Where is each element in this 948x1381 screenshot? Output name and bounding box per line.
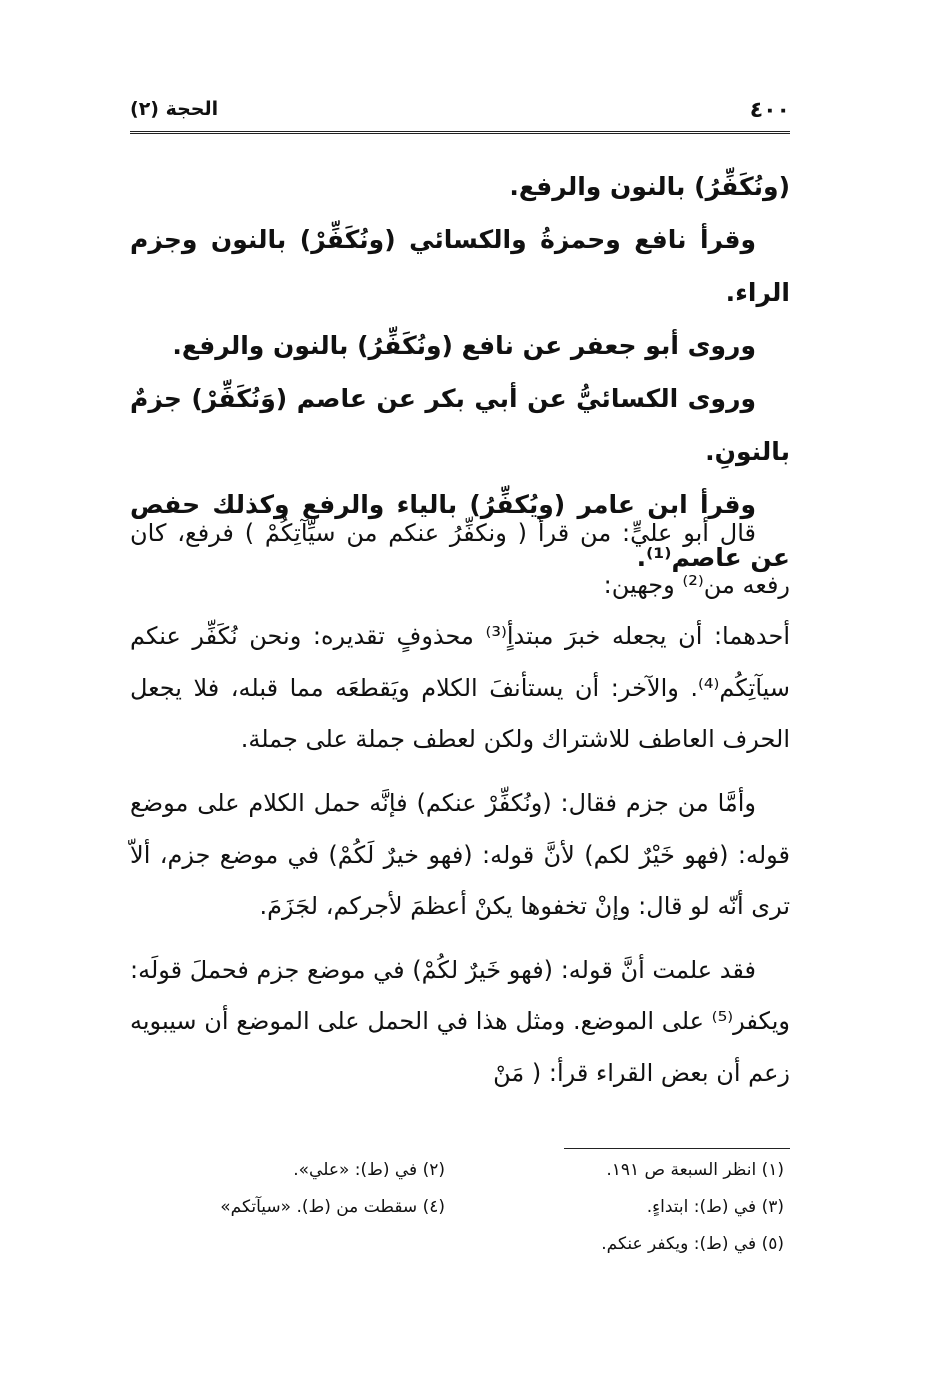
footnote: (٤) سقطت من (ط). «سيآتكم» [220, 1197, 445, 1217]
paragraph: أحدهما: أن يجعله خبرَ مبتدأٍ⁽³⁾ محذوفٍ تقديره: ونحن نُكَفِّر عنكم سيآتِكُم⁽⁴⁾. والآخر: أن يستأنفَ الكلام ويَقطعَه مما قبله، فلا يجعل الحرف العاطف للاشتراك ولكن لعطف جملة على جملة. [130, 622, 790, 754]
reading-line: (ونُكَفِّرُ) بالنون والرفع. [509, 172, 790, 201]
header-rule [130, 131, 790, 134]
reading-line: وروى الكسائيُّ عن أبي بكر عن عاصم (وَنُكَفِّرْ) جزمٌ بالنونِ. [130, 384, 790, 466]
paragraph: وأمَّا من جزم فقال: (ونُكفِّرْ عنكم) فإنَّه حمل الكلام على موضع قوله: (فهو خَيْرٌ لكم) لأنَّ قوله: (فهو خيرٌ لَكُمْ) في موضع جزم، ألاّ ترى أنّه لو قال: وإنْ تخفوها يكنْ أعظمَ لأجركم، لجَزَمَ. [130, 788, 790, 921]
reading-line: وقرأ نافع وحمزةُ والكسائي (ونُكَفِّرْ) بالنون وجزم الراء. [130, 225, 790, 307]
page-header [130, 98, 790, 128]
footnote: (١) انظر السبعة ص ١٩١. [606, 1160, 784, 1180]
running-title: الحجة (٢) [130, 98, 219, 120]
paragraph: قال أبو عليٍّ: من قرأ ( ونكفِّرُ عنكم من سيِّآتِكُمْ ) فرفع، كان رفعه من⁽²⁾ وجهين: [130, 519, 790, 599]
footnote: (٣) في (ط): ابتداءٍ. [646, 1197, 784, 1217]
reading-line: وقرأ ابن عامر (ويُكفِّرُ) بالياء والرفع وكذلك حفص عن عاصم⁽¹⁾. [130, 490, 790, 572]
page-number: ٤٠٠ [749, 98, 790, 123]
footnote: (٥) في (ط): ويكفر عنكم. [601, 1234, 784, 1254]
footnote: (٢) في (ط): «علي». [293, 1160, 445, 1180]
footnote-rule [564, 1148, 790, 1149]
reading-line: وروى أبو جعفر عن نافع (ونُكَفِّرُ) بالنون والرفع. [172, 331, 756, 360]
paragraph: فقد علمت أنَّ قوله: (فهو خَيرٌ لكُمْ) في موضع جزم فحملَ قولَه: ويكفر⁽⁵⁾ على الموضع. ومثل هذا في الحمل على الموضع أن سيبويه زعم أن بعض القراء قرأ: ( مَنْ [130, 955, 790, 1087]
commentary-block [130, 508, 790, 1100]
footnotes [130, 1156, 790, 1267]
